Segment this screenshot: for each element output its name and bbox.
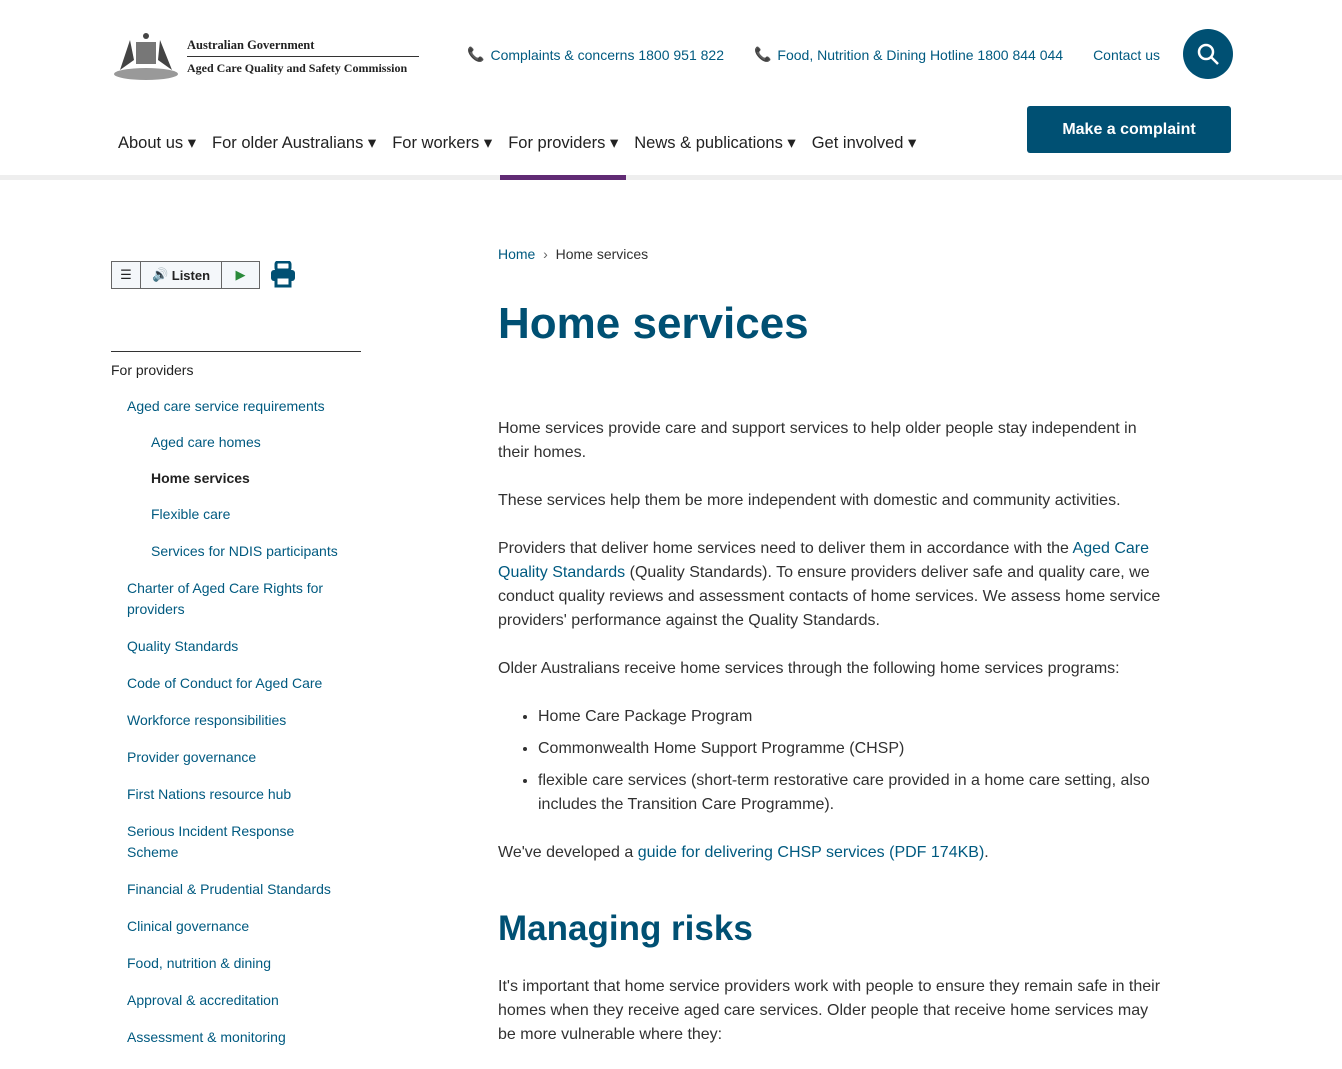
phone-icon: 📞 xyxy=(753,46,772,62)
sidebar-item[interactable]: Code of Conduct for Aged Care xyxy=(127,675,323,691)
sidebar-nav xyxy=(111,351,361,1045)
main-nav xyxy=(110,133,924,180)
coat-of-arms-icon xyxy=(110,30,182,84)
menu-icon: ☰ xyxy=(120,267,132,282)
phone-icon: 📞 xyxy=(467,46,485,62)
page-title: Home services xyxy=(498,299,809,348)
sidebar-item[interactable]: Aged care service requirements xyxy=(127,398,325,414)
make-complaint-button[interactable]: Make a complaint xyxy=(1027,106,1231,153)
sidebar-item[interactable]: Provider governance xyxy=(127,749,257,765)
hotline-label: Food, Nutrition & Dining Hotline 1800 844 044 xyxy=(777,46,1064,63)
sidebar-item[interactable]: Aged care homes xyxy=(151,434,261,450)
sidebar-item[interactable]: Flexible care xyxy=(151,506,231,522)
quality-standards-link[interactable]: Aged Care Quality Standards xyxy=(498,540,1150,581)
sidebar-item[interactable]: Quality Standards xyxy=(127,638,239,654)
paragraph: Older Australians receive home services through the following home services programs: xyxy=(498,660,1120,677)
sidebar-item[interactable]: Workforce responsibilities xyxy=(127,712,287,728)
sidebar-item[interactable]: Food, nutrition & dining xyxy=(127,955,271,971)
sidebar-item[interactable]: Clinical governance xyxy=(127,918,250,934)
list-item: • Commonwealth Home Support Programme (CHSP) xyxy=(538,737,1168,761)
nav-for-older-australians[interactable]: For older Australians ▾ xyxy=(212,134,377,152)
sidebar-item-current[interactable]: Home services xyxy=(151,470,250,486)
listen-button[interactable]: 🔊 Listen xyxy=(141,262,222,288)
sidebar-item[interactable]: Services for NDIS participants xyxy=(151,543,338,559)
logo-line1: Australian Government xyxy=(187,38,419,57)
utility-bar xyxy=(467,46,1160,63)
complaints-phone-link[interactable] xyxy=(467,46,724,63)
breadcrumb-home[interactable]: Home xyxy=(498,246,536,262)
search-icon xyxy=(1196,42,1220,66)
sidebar-item[interactable]: Financial & Prudential Standards xyxy=(127,881,331,897)
logo-line2: Aged Care Quality and Safety Commission xyxy=(187,61,408,75)
play-button[interactable] xyxy=(222,262,259,288)
nav-get-involved[interactable]: Get involved ▾ xyxy=(811,134,917,152)
contact-us-link[interactable]: Contact us xyxy=(1093,46,1160,63)
sidebar-item[interactable]: Charter of Aged Care Rights for providers xyxy=(127,580,324,617)
nav-about-us[interactable]: About us ▾ xyxy=(118,134,197,152)
nav-for-providers[interactable]: For providers ▾ xyxy=(500,133,626,180)
paragraph: We've developed a guide for delivering CHSP services (PDF 174KB). xyxy=(498,844,989,861)
speaker-icon: 🔊 xyxy=(151,267,172,282)
sidebar-parent-link[interactable]: For providers xyxy=(111,362,194,378)
list-item: • Home Care Package Program xyxy=(538,705,1168,729)
paragraph: These services help them be more independent with domestic and community activities. xyxy=(498,492,1121,509)
breadcrumb-current: Home services xyxy=(555,246,649,262)
section-heading: Managing risks xyxy=(498,909,753,948)
intro-paragraph: Home services provide care and support services to help older people stay independent in their homes. xyxy=(498,420,1137,461)
programs-list xyxy=(498,705,1168,817)
chsp-guide-link[interactable]: guide for delivering CHSP services (PDF 174KB) xyxy=(637,844,985,861)
play-icon: ▶ xyxy=(235,267,246,282)
breadcrumb xyxy=(498,242,648,266)
list-item: • flexible care services (short-term restorative care provided in a home care setting, also includes the Transition Care Programme). xyxy=(538,769,1168,817)
paragraph: It's important that home service providers work with people to ensure they remain safe in their homes when they receive aged care services. Older people that receive home services may be more vulnerable where they: xyxy=(498,978,1161,1043)
readspeaker-toolbar xyxy=(111,261,260,289)
sidebar-item[interactable]: Serious Incident Response Scheme xyxy=(127,823,295,860)
sidebar-item[interactable]: Approval & accreditation xyxy=(127,992,279,1008)
complaints-label: Complaints & concerns 1800 951 822 xyxy=(490,46,724,63)
nav-news-publications[interactable]: News & publications ▾ xyxy=(634,134,796,152)
hotline-phone-link[interactable] xyxy=(754,46,1063,63)
nav-for-workers[interactable]: For workers ▾ xyxy=(392,134,493,152)
sidebar-item[interactable]: Assessment & monitoring xyxy=(127,1029,286,1045)
paragraph: Providers that deliver home services need to deliver them in accordance with the Aged Care Quality Standards (Quality Standards). To ensure providers deliver safe and quality care, we conduct quality reviews and assessment contacts of home services. We assess home service providers' performance against the Quality Standards. xyxy=(498,540,1161,629)
site-logo[interactable] xyxy=(110,30,419,84)
print-icon[interactable] xyxy=(270,261,296,288)
chevron-right-icon: › xyxy=(539,246,552,262)
menu-button[interactable] xyxy=(112,262,141,288)
sidebar-item[interactable]: First Nations resource hub xyxy=(127,786,292,802)
search-button[interactable] xyxy=(1183,29,1233,79)
